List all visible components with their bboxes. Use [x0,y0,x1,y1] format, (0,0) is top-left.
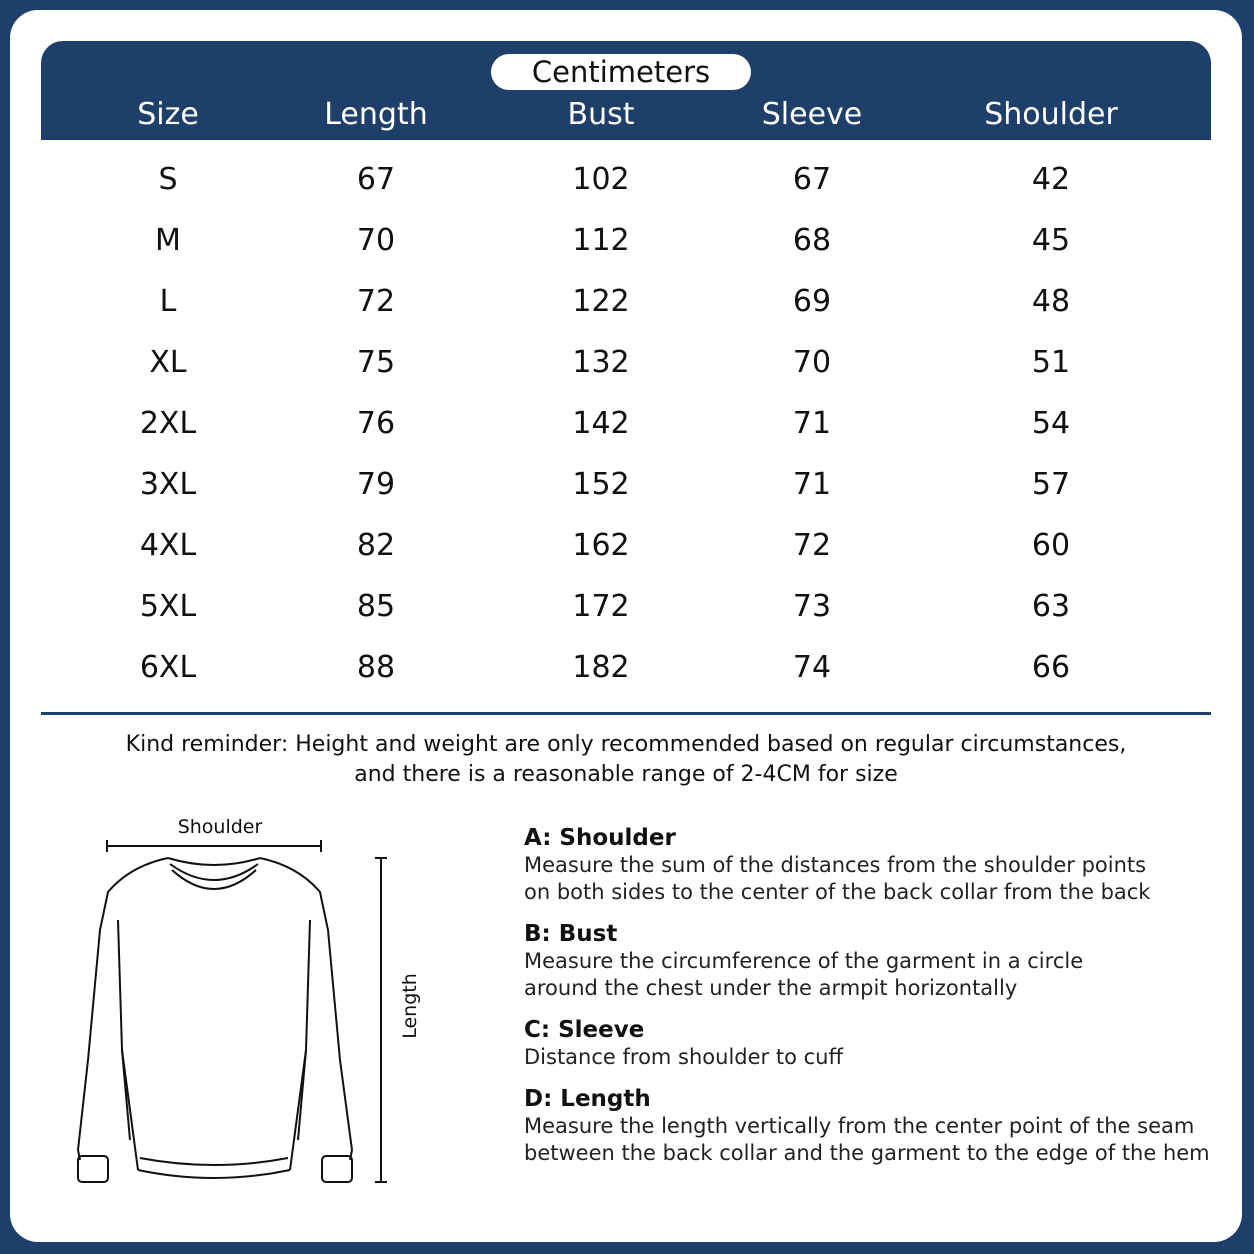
definition-title: B: Bust [524,921,618,947]
reminder-line-1: Kind reminder: Height and weight are only recommended based on regular circumstances, [125,732,1127,757]
table-row [41,516,1211,576]
column-header-length: Length [324,97,428,132]
cell-length: 88 [356,650,396,685]
cell-sleeve: 68 [792,223,832,258]
table-row [41,150,1211,210]
cell-size: L [159,284,177,319]
cell-length: 82 [356,528,396,563]
cell-size: 5XL [139,589,197,624]
unit-label: Centimeters [491,54,751,90]
definition-text: on both sides to the center of the back collar from the back [524,880,1151,904]
cell-shoulder: 45 [1031,223,1071,258]
cell-bust: 172 [572,589,630,624]
cell-bust: 182 [572,650,630,685]
definition-text: Measure the sum of the distances from the shoulder points [524,853,1147,877]
cell-sleeve: 73 [792,589,832,624]
table-row [41,638,1211,698]
column-header-shoulder: Shoulder [984,97,1118,132]
cell-shoulder: 48 [1031,284,1071,319]
column-header-sleeve: Sleeve [761,97,863,132]
kind-reminder [41,730,1211,790]
definition-title: A: Shoulder [524,825,676,851]
sweatshirt-diagram-icon [60,810,440,1210]
reminder-line-2: and there is a reasonable range of 2-4CM for size [354,762,898,787]
table-header [41,41,1211,140]
definition-length [524,1085,1224,1167]
cell-sleeve: 72 [792,528,832,563]
cell-bust: 142 [572,406,630,441]
definition-shoulder [524,824,1224,906]
cell-sleeve: 69 [792,284,832,319]
cell-size: 6XL [139,650,197,685]
cell-size: S [158,162,178,197]
cell-shoulder: 42 [1031,162,1071,197]
definition-bust [524,920,1224,1002]
table-row [41,455,1211,515]
cell-length: 70 [356,223,396,258]
cell-bust: 122 [572,284,630,319]
cell-sleeve: 74 [792,650,832,685]
definition-text: Distance from shoulder to cuff [524,1045,843,1069]
cell-shoulder: 54 [1031,406,1071,441]
column-header-bust: Bust [567,97,635,132]
cell-sleeve: 71 [792,467,832,502]
table-row [41,577,1211,637]
cell-size: 2XL [139,406,197,441]
table-row [41,272,1211,332]
cell-bust: 152 [572,467,630,502]
cell-length: 67 [356,162,396,197]
measurement-definitions [524,824,1224,1181]
definition-title: C: Sleeve [524,1017,645,1043]
table-row [41,211,1211,271]
definition-text: Measure the length vertically from the center point of the seam [524,1114,1195,1138]
cell-shoulder: 63 [1031,589,1071,624]
cell-bust: 162 [572,528,630,563]
cell-length: 79 [356,467,396,502]
definition-text: between the back collar and the garment to the edge of the hem [524,1141,1210,1165]
cell-bust: 102 [572,162,630,197]
column-header-size: Size [137,97,199,132]
cell-bust: 132 [572,345,630,380]
cell-shoulder: 57 [1031,467,1071,502]
definition-sleeve [524,1016,1224,1071]
cell-sleeve: 70 [792,345,832,380]
table-row [41,394,1211,454]
definition-text: around the chest under the armpit horizontally [524,976,1018,1000]
cell-shoulder: 66 [1031,650,1071,685]
cell-size: 4XL [139,528,197,563]
cell-size: XL [149,345,187,380]
cell-length: 72 [356,284,396,319]
definition-text: Measure the circumference of the garment in a circle [524,949,1084,973]
table-row [41,333,1211,393]
size-chart-card [10,10,1242,1242]
cell-length: 75 [356,345,396,380]
cell-length: 76 [356,406,396,441]
cell-sleeve: 67 [792,162,832,197]
section-divider [41,712,1211,715]
cell-size: M [155,223,181,258]
cell-size: 3XL [139,467,197,502]
cell-shoulder: 60 [1031,528,1071,563]
cell-shoulder: 51 [1031,345,1071,380]
diagram-length-label: Length [399,973,421,1039]
cell-bust: 112 [572,223,630,258]
cell-sleeve: 71 [792,406,832,441]
definition-title: D: Length [524,1086,651,1112]
diagram-shoulder-label: Shoulder [177,816,263,838]
cell-length: 85 [356,589,396,624]
